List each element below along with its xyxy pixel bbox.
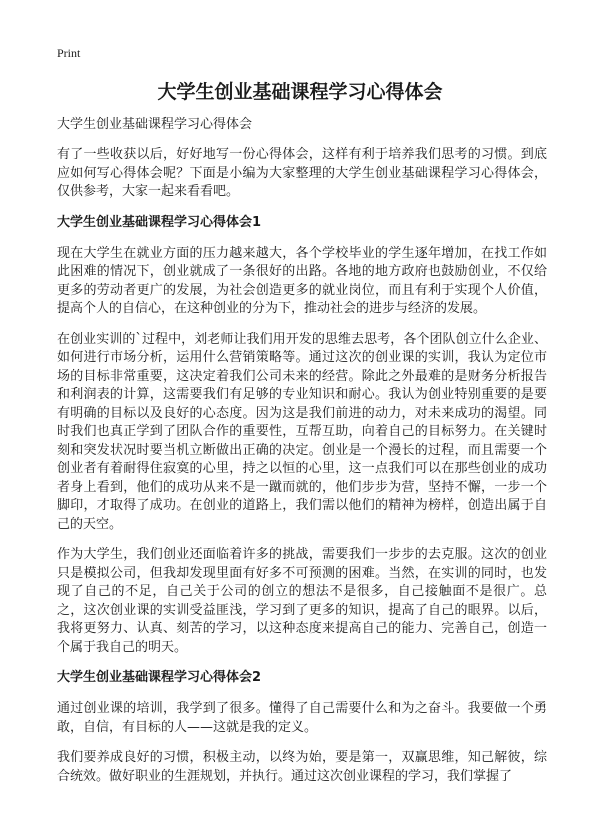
paragraph: 现在大学生在就业方面的压力越来越大，各个学校毕业的学生逐年增加，在找工作如此困难的情况下，创业就成了一条很好的出路。各地的地方政府也鼓励创业，不仅给更多的劳动者更广的发展，为社会创造更多的就业岗位，而且有利于实现个人价值，提高个人的自信心，在这种创业的分为下，推动社会的进步与经济的发展。 [57, 245, 547, 316]
print-label: Print [57, 46, 81, 60]
document-body [57, 116, 547, 798]
section-2 [57, 669, 547, 786]
section-1 [57, 214, 547, 658]
paragraph: 我们要养成良好的习惯，积极主动，以终为始，要是第一，双赢思维，知己解彼，综合统效。做好职业的生涯规划，并执行。通过这次创业课程的学习，我们掌握了 [57, 750, 547, 784]
intro-paragraph: 有了一些收获以后，好好地写一份心得体会，这样有利于培养我们思考的习惯。到底应如何写心得体会呢？下面是小编为大家整理的大学生创业基础课程学习心得体会，仅供参考，大家一起来看看吧。 [57, 147, 547, 199]
document-subtitle: 大学生创业基础课程学习心得体会 [57, 117, 253, 132]
paragraph: 作为大学生，我们创业还面临着许多的挑战，需要我们一步步的去克服。这次的创业只是模拟公司，但我却发现里面有好多不可预测的困难。当然，在实训的同时，也发现了自己的不足，自己关于公司的创立的想法不是很多，自己接触面不是很广。总之，这次创业课的实训受益匪浅，学习到了更多的知识，提高了自己的眼界。以后，我将更努力、认真、刻苦的学习，以这种态度来提高自己的能力、完善自己，创造一个属于我自己的明天。 [57, 547, 547, 655]
paragraph: 通过创业课的培训，我学到了很多。懂得了自己需要什么和为之奋斗。我要做一个勇敢，自信，有目标的人——这就是我的定义。 [57, 701, 547, 735]
paragraph: 在创业实训的`过程中，刘老师让我们用开发的思维去思考，各个团队创立什么企业、如何进行市场分析，运用什么营销策略等。通过这次的创业课的实训，我认为定位市场的目标非常重要，这决定着我们公司未来的经营。除此之外最难的是财务分析报告和利润表的计算，这需要我们有足够的专业知识和耐心。我认为创业特别重要的是要有明确的目标以及良好的心态度。因为这是我们前进的动力，对未来成功的渴望。同时我们也真正学到了团队合作的重要性，互帮互助，向着自己的目标努力。在关键时刻和突发状况时要当机立断做出正确的决定。创业是一个漫长的过程，而且需要一个创业者有着耐得住寂寞的心里，持之以恒的心里，这一点我们可以在那些创业的成功者身上看到，他们的成功从来不是一蹴而就的，他们步步为营，坚持不懈，一步一个脚印，才取得了成功。在创业的道路上，我们需以他们的精神为榜样，创造出属于自己的天空。 [57, 331, 547, 532]
section-heading: 大学生创业基础课程学习心得体会1 [57, 214, 262, 230]
section-heading: 大学生创业基础课程学习心得体会2 [57, 670, 262, 685]
page-title: 大学生创业基础课程学习心得体会 [157, 81, 443, 103]
